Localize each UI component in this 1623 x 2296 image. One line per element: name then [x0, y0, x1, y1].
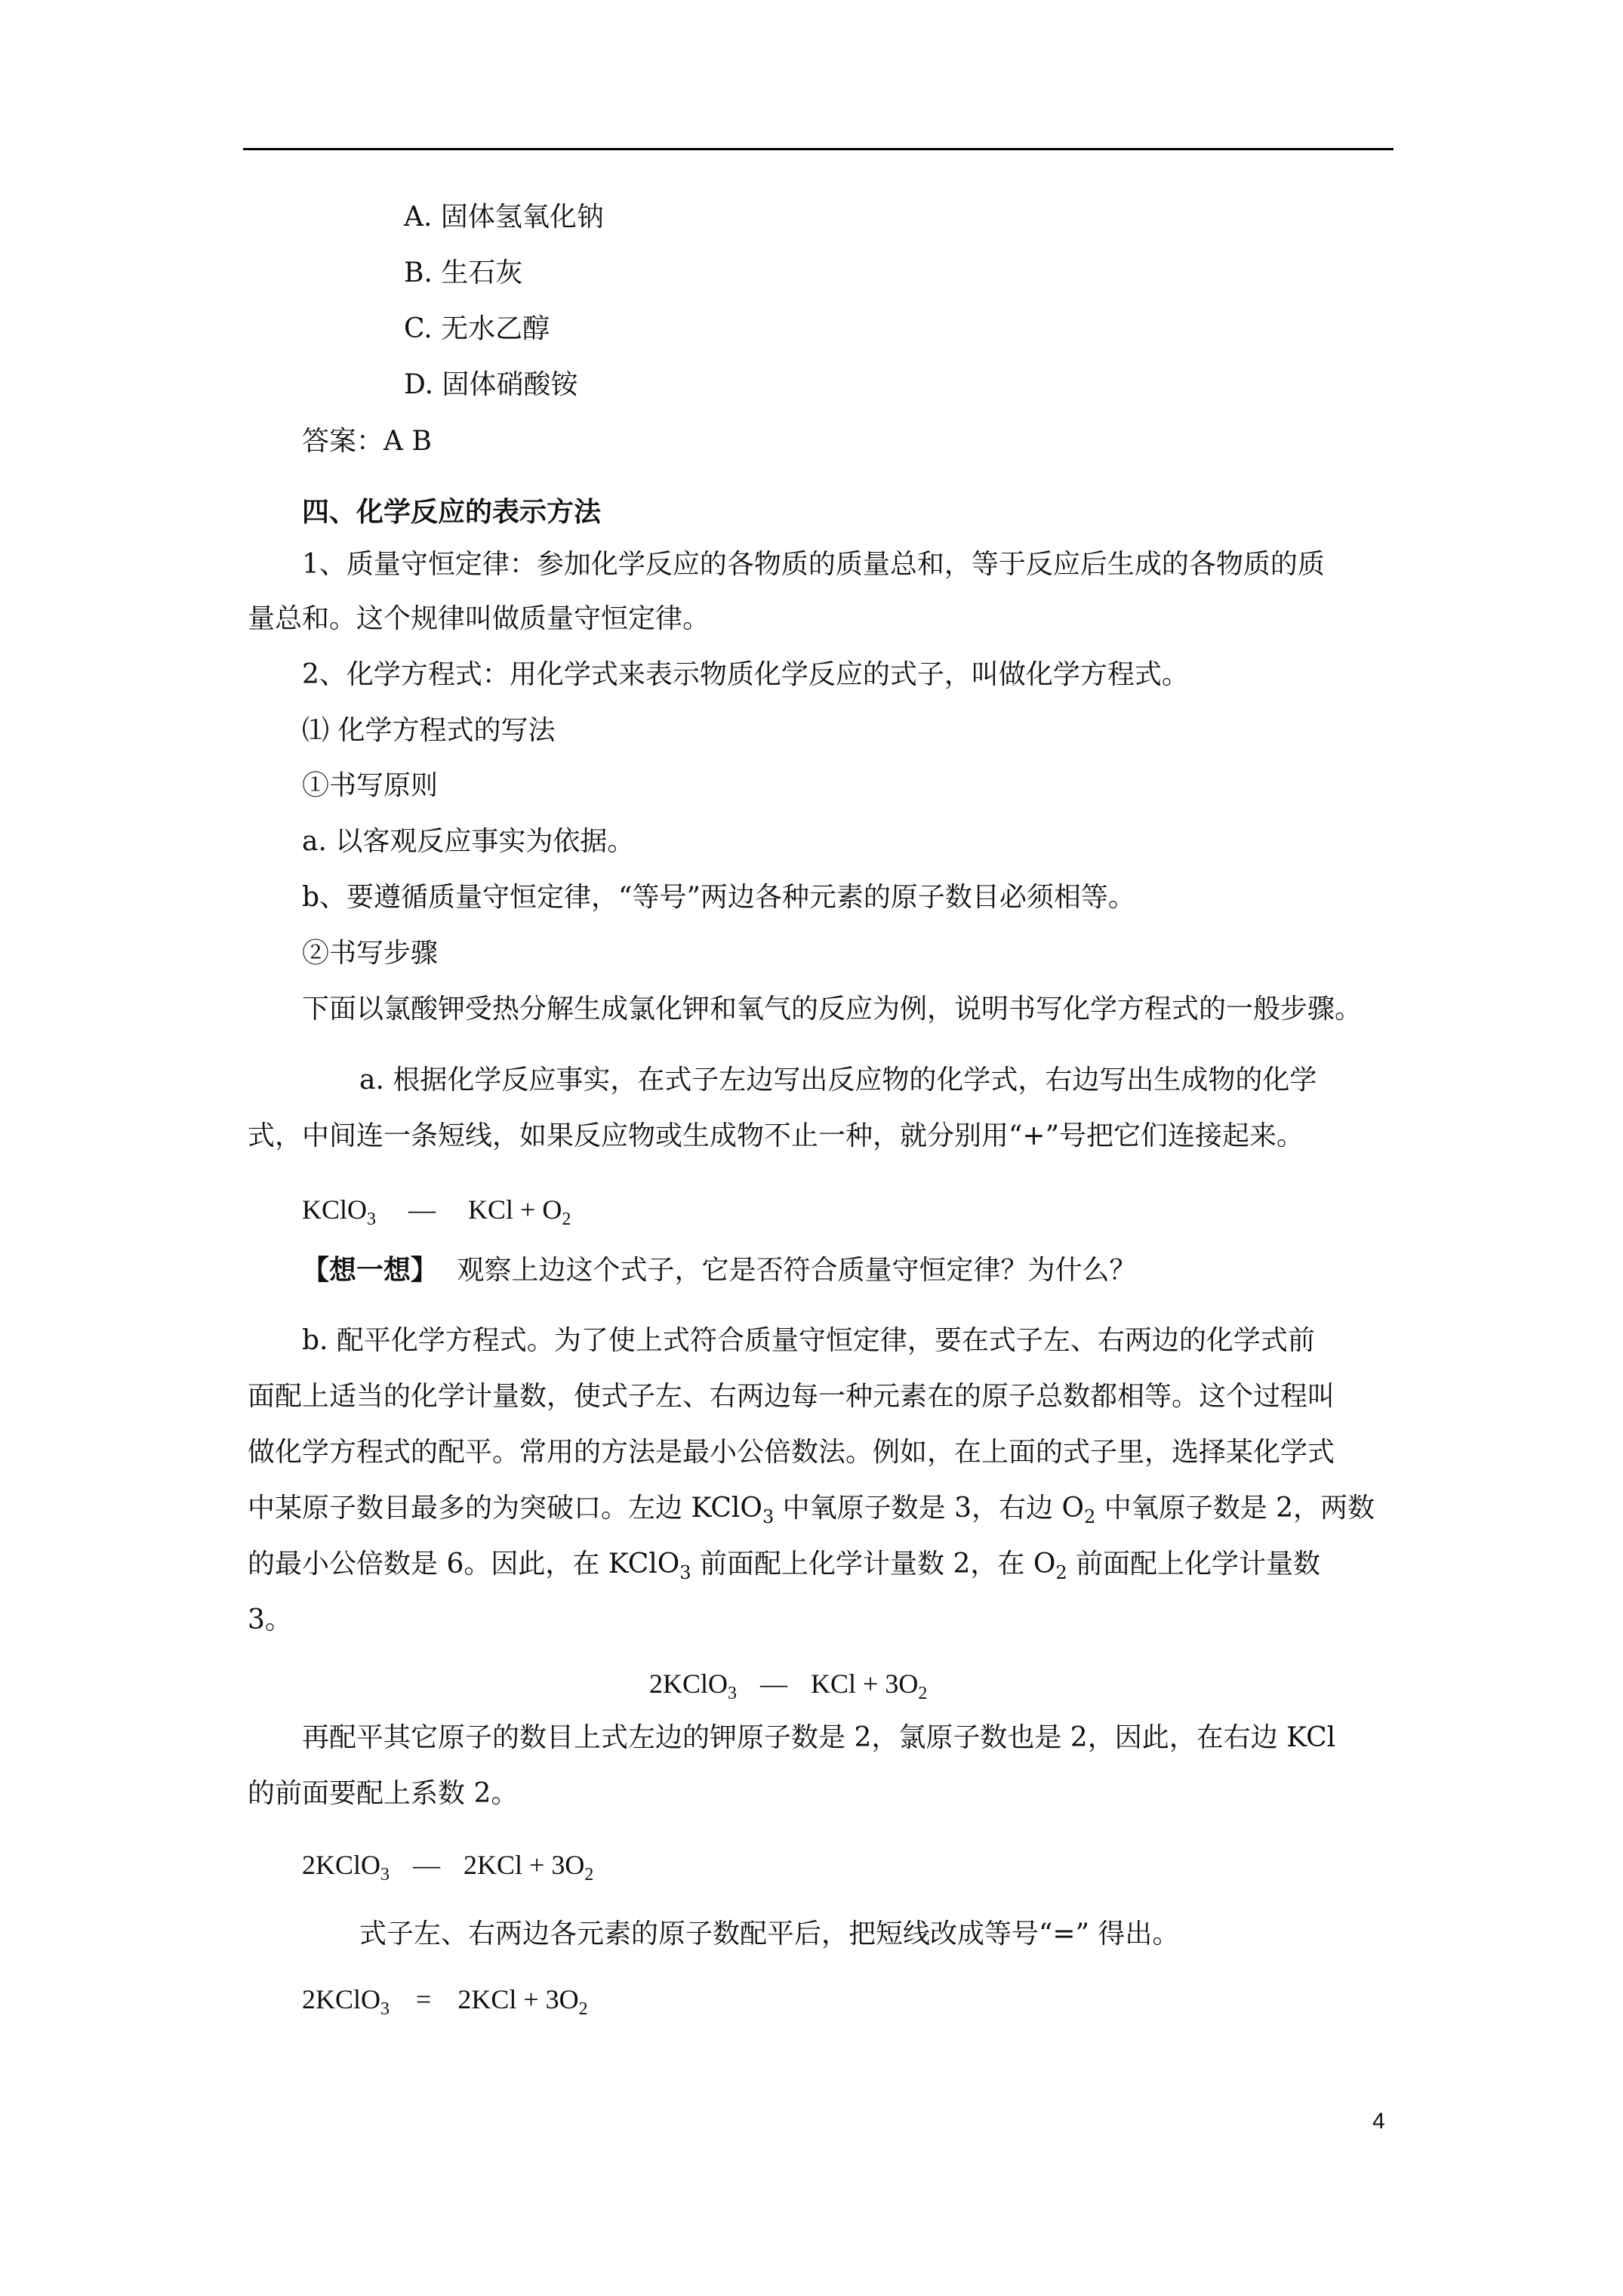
- equation-partial-2: 2KClO$_3$ — $2KCl + 3O_2$: [302, 1850, 594, 1885]
- header-rule: [243, 148, 1394, 150]
- paragraph-1-line-1: 1、质量守恒定律：参加化学反应的各物质的质量总和，等于反应后生成的各物质的质: [302, 549, 1325, 580]
- subheading-writing-method: ⑴ 化学方程式的写法: [302, 715, 556, 746]
- step-b-line-2: 面配上适当的化学计量数，使式子左、右两边每一种元素在的原子总数都相等。这个过程叫: [248, 1381, 1335, 1412]
- step-a-line-2: 式，中间连一条短线，如果反应物或生成物不止一种，就分别用“+”号把它们连接起来。: [248, 1120, 1304, 1151]
- think-prompt: [302, 1253, 1136, 1287]
- page-number: 4: [1372, 2109, 1385, 2134]
- subheading-steps: ②书写步骤: [302, 938, 439, 969]
- think-label: 【想一想】: [302, 1254, 439, 1286]
- principle-a: a. 以客观反应事实为依据。: [302, 826, 635, 857]
- option-a: A. 固体氢氧化钠: [404, 202, 604, 233]
- step-b-line-6: 3。: [248, 1604, 292, 1635]
- balance-line-2: 的前面要配上系数 2。: [248, 1778, 519, 1809]
- steps-intro: 下面以氯酸钾受热分解生成氯化钾和氧气的反应为例，说明书写化学方程式的一般步骤。: [302, 994, 1363, 1025]
- step-a-line-1: a. 根据化学反应事实，在式子左边写出反应物的化学式，右边写出生成物的化学: [359, 1065, 1317, 1096]
- think-question: 观察上边这个式子，它是否符合质量守恒定律？为什么？: [457, 1255, 1137, 1286]
- step-b-line-4: 中某原子数目最多的为突破口。左边 KClO$_3$ 中氧原子数是 3，右边 $O_2$ 中氧原子数是 2，两数: [248, 1493, 1375, 1527]
- option-d: D. 固体硝酸铵: [404, 369, 578, 400]
- final-step-text: 式子左、右两边各元素的原子数配平后，把短线改成等号“=” 得出。: [359, 1918, 1180, 1949]
- paragraph-2: 2、化学方程式：用化学式来表示物质化学反应的式子，叫做化学方程式。: [302, 659, 1189, 690]
- subheading-principles: ①书写原则: [302, 770, 439, 801]
- answer: 答案：A B: [302, 426, 432, 457]
- section-title: 四、化学反应的表示方法: [302, 496, 602, 528]
- balance-line-1: 再配平其它原子的数目上式左边的钾原子数是 2，氯原子数也是 2，因此，在右边 KCl: [302, 1722, 1336, 1753]
- step-b-line-1: b. 配平化学方程式。为了使上式符合质量守恒定律，要在式子左、右两边的化学式前: [302, 1325, 1315, 1356]
- option-c: C. 无水乙醇: [404, 313, 550, 344]
- principle-b: b、要遵循质量守恒定律，“等号”两边各种元素的原子数目必须相等。: [302, 882, 1135, 913]
- step-b-line-5: 的最小公倍数是 6。因此，在 KClO$_3$ 前面配上化学计量数 2，在 $O_2$ 前面配上化学计量数: [248, 1549, 1321, 1583]
- option-b: B. 生石灰: [404, 257, 523, 288]
- equation-unbalanced: KClO$_3$ — KCl + $O_2$: [302, 1194, 571, 1229]
- equation-balanced: 2KClO$_3$ = $2KCl + 3O_2$: [302, 1984, 588, 2019]
- equation-partial-1: 2KClO$_3$ — KCl + $3O_2$: [649, 1669, 928, 1703]
- paragraph-1-line-2: 量总和。这个规律叫做质量守恒定律。: [248, 603, 710, 634]
- step-b-line-3: 做化学方程式的配平。常用的方法是最小公倍数法。例如，在上面的式子里，选择某化学式: [248, 1437, 1335, 1468]
